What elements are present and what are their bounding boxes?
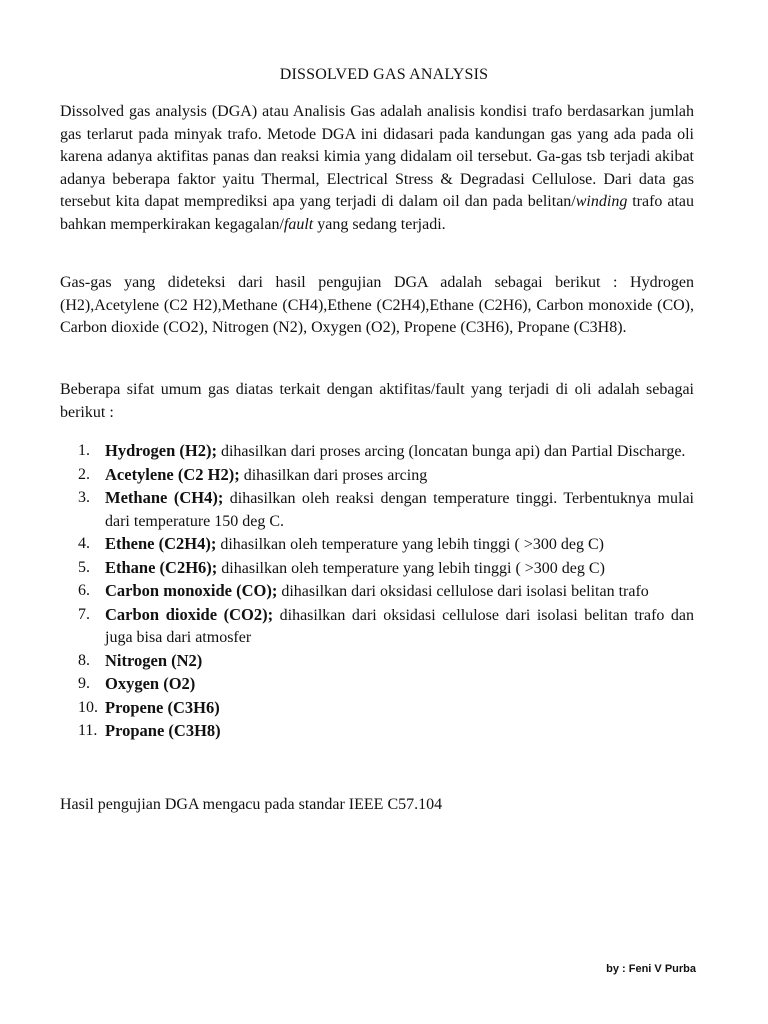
list-item <box>78 580 694 604</box>
list-item-description: dihasilkan oleh temperature yang lebih tinggi ( >300 deg C) <box>216 536 604 553</box>
list-item-content <box>105 557 694 581</box>
list-item-description: dihasilkan dari proses arcing <box>239 466 428 484</box>
list-item <box>78 604 694 650</box>
list-item-number: 8. <box>78 651 90 669</box>
intro-text-c: yang sedang terjadi. <box>313 215 446 233</box>
list-item-number: 7. <box>78 605 90 623</box>
gas-list-paragraph: Gas-gas yang dideteksi dari hasil pengujian DGA adalah sebagai berikut : Hydrogen (H2),Acetylene (C2 H2),Methane (CH4),Ethene (C2H4),Ethane (C2H6), Carbon monoxide (CO), Carbon dioxide (CO2), Nitrogen (N2), Oxygen (O2), Propene (C3H6), Propane (C3H8). <box>60 274 694 336</box>
list-item-term: Ethene (C2H4); <box>105 534 217 553</box>
intro-italic-fault: fault <box>283 215 314 233</box>
intro-italic-winding: winding <box>575 193 628 210</box>
list-item-term: Carbon monoxide (CO); <box>105 581 278 600</box>
list-item-term: Oxygen (O2) <box>105 674 196 693</box>
list-item <box>78 720 694 744</box>
intro-text-b: trafo atau bahkan memperkirakan kegagalan/ <box>60 193 695 233</box>
list-item-term: Ethane (C2H6); <box>105 557 218 577</box>
list-item <box>78 650 694 674</box>
list-item <box>78 533 694 557</box>
list-item-description: dihasilkan dari oksidasi cellulose dari isolasi belitan trafo <box>277 583 649 600</box>
list-item-number: 1. <box>78 442 90 459</box>
list-item-number: 6. <box>78 582 90 599</box>
list-item-description: dihasilkan oleh reaksi dengan temperature tinggi. Terbentuknya mulai dari temperature 150 deg C. <box>105 490 694 530</box>
standard-reference: Hasil pengujian DGA mengacu pada standar IEEE C57.104 <box>60 796 443 813</box>
list-item-content <box>105 650 694 674</box>
list-item <box>78 697 694 721</box>
intro-paragraph <box>60 101 694 236</box>
list-item-term: Acetylene (C2 H2); <box>105 464 240 484</box>
list-item-description: dihasilkan oleh temperature yang lebih tinggi ( >300 deg C) <box>217 559 605 577</box>
list-item-term: Carbon dioxide (CO2); <box>105 604 274 624</box>
list-item-content <box>105 487 694 533</box>
list-item-number: 10. <box>78 698 98 716</box>
list-item-number: 3. <box>78 489 90 506</box>
list-item-number: 9. <box>78 675 90 692</box>
list-item <box>78 557 694 581</box>
list-item-content <box>105 440 694 464</box>
list-item-content <box>105 673 694 697</box>
gas-properties-list <box>78 440 694 744</box>
author-signature: by : Feni V Purba <box>606 963 696 975</box>
list-item-number: 2. <box>78 465 90 483</box>
list-item-content <box>105 697 694 721</box>
list-item <box>78 464 694 488</box>
list-item-term: Methane (CH4); <box>105 488 224 507</box>
list-item-number: 4. <box>78 535 90 552</box>
list-item-content <box>105 604 694 650</box>
list-item-number: 5. <box>78 558 90 576</box>
list-item <box>78 440 694 464</box>
list-item-term: Propane (C3H8) <box>105 721 221 740</box>
list-item-content <box>105 580 694 604</box>
page-title: DISSOLVED GAS ANALYSIS <box>279 66 489 83</box>
list-item-description: dihasilkan dari proses arcing (loncatan bunga api) dan Partial Discharge. <box>216 443 686 460</box>
properties-intro-paragraph: Beberapa sifat umum gas diatas terkait dengan aktifitas/fault yang terjadi di oli adalah sebagai berikut : <box>60 381 694 421</box>
list-item-term: Hydrogen (H2); <box>105 441 217 460</box>
list-item-content <box>105 464 694 488</box>
list-item-content <box>105 720 694 744</box>
list-item-term: Propene (C3H6) <box>105 697 220 717</box>
list-item <box>78 673 694 697</box>
list-item <box>78 487 694 533</box>
list-item-description: dihasilkan dari oksidasi cellulose dari isolasi belitan trafo dan juga bisa dari atmosfer <box>105 606 695 646</box>
list-item-number: 11. <box>78 722 98 739</box>
list-item-term: Nitrogen (N2) <box>105 650 203 670</box>
intro-text-a: Dissolved gas analysis (DGA) atau Analisis Gas adalah analisis kondisi trafo berdasarkan jumlah gas terlarut pada minyak trafo. Metode DGA ini didasari pada kandungan gas yang ada pada oli karena adanya aktifitas panas dan reaksi kimia yang didalam oil tersebut. Ga-gas tsb terjadi akibat adanya beberapa faktor yaitu Thermal, Electrical Stress & Degradasi Cellulose. Dari data gas tersebut kita dapat memprediksi apa yang terjadi di dalam oil dan pada belitan/ <box>60 103 694 210</box>
list-item-content <box>105 533 694 557</box>
